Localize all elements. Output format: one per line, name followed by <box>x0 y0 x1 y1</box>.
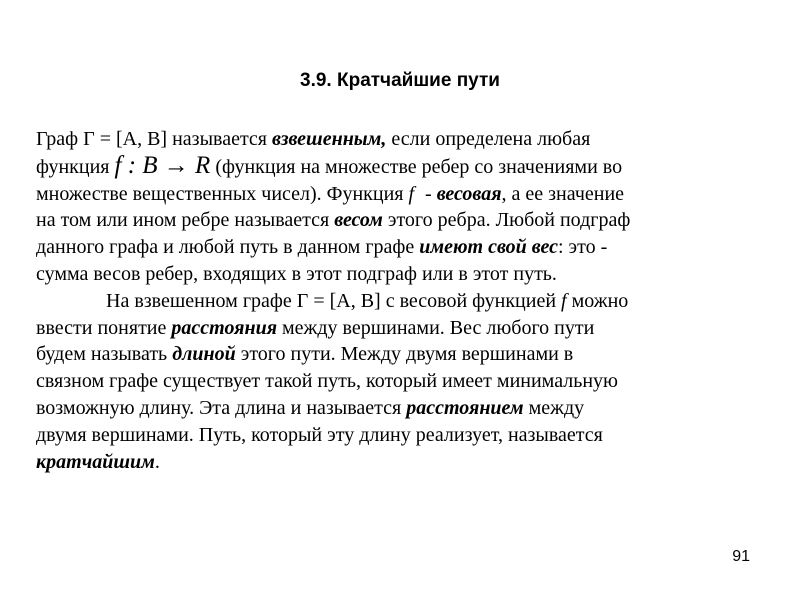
text-line <box>36 395 766 422</box>
text-line <box>36 288 766 315</box>
formula-f: f <box>561 289 567 312</box>
text-line <box>36 234 766 261</box>
page-number: 91 <box>732 548 750 565</box>
formula-function: f : B → R <box>114 151 211 179</box>
text-line <box>36 153 766 181</box>
term-weight-function: весовая <box>436 182 502 205</box>
text-fragment: будем называть <box>36 343 168 366</box>
formula-gamma: Γ = [A, B] <box>83 128 168 150</box>
text-fragment: этого пути. Между двумя вершинами в <box>240 343 574 366</box>
text-fragment: между <box>528 396 585 419</box>
text-line <box>36 341 766 368</box>
formula-gamma: Γ = [A, B] <box>296 289 381 312</box>
term-shortest: кратчайшим <box>36 450 155 473</box>
text-fragment: , а ее значение <box>501 182 625 205</box>
text-fragment: : это - <box>557 236 608 259</box>
text-line <box>36 449 766 476</box>
text-fragment: На взвешенном графе <box>106 289 292 312</box>
term-weighted: взвешенным, <box>272 128 387 150</box>
text-fragment: этого ребра. Любой подграф <box>387 209 631 232</box>
text-line: сумма весов ребер, входящих в этот подграф или в этот путь. <box>36 262 557 285</box>
formula-f: f <box>408 182 415 205</box>
term-length: длиной <box>172 343 236 366</box>
text-fragment: ввести понятие <box>36 316 167 339</box>
text-fragment: на том или ином ребре называется <box>36 209 330 232</box>
text-fragment: Граф <box>36 128 79 150</box>
section-title: 3.9. Кратчайшие пути <box>300 70 500 91</box>
term-have-weight: имеют свой вес <box>419 236 558 259</box>
term-distance-def: расстоянием <box>406 396 524 419</box>
text-line <box>36 126 766 153</box>
text-fragment: называется <box>172 128 268 150</box>
text-fragment: можно <box>571 289 629 312</box>
term-weight: весом <box>334 209 383 232</box>
text-line <box>36 181 766 208</box>
text-fragment: если определена любая <box>391 128 591 150</box>
term-distance: расстояния <box>171 316 278 339</box>
text-fragment: с весовой функцией <box>385 289 557 312</box>
text-fragment: возможную длину. Эта длина и называется <box>36 396 402 419</box>
text-fragment: - <box>425 182 432 205</box>
text-fragment: функция <box>36 155 110 178</box>
text-line <box>36 315 766 342</box>
text-line: связном графе существует такой путь, который имеет минимальную <box>36 370 618 393</box>
text-line <box>36 207 766 234</box>
text-fragment: множестве вещественных чисел). Функция <box>36 182 404 205</box>
text-fragment: (функция на множестве ребер со значениями во <box>215 155 623 178</box>
text-fragment: между вершинами. Вес любого пути <box>282 316 595 339</box>
text-fragment: . <box>154 450 160 473</box>
text-fragment: данного графа и любой путь в данном графе <box>36 236 415 259</box>
body-paragraph <box>36 126 766 475</box>
text-line: двумя вершинами. Путь, который эту длину реализует, называется <box>36 423 603 446</box>
